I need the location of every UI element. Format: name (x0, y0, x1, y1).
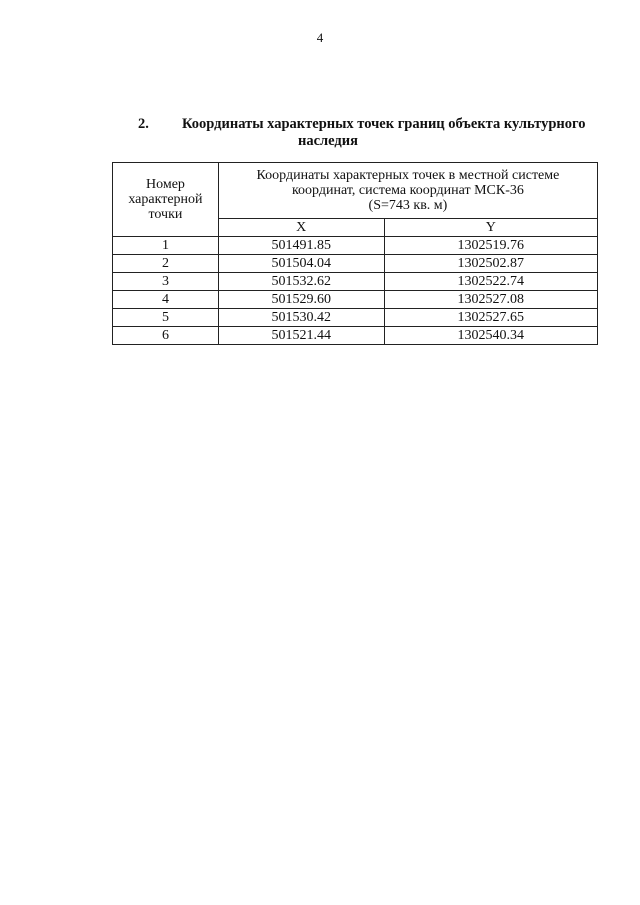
cell-y: 1302527.08 (384, 291, 597, 309)
cell-x: 501504.04 (218, 255, 384, 273)
cell-x: 501529.60 (218, 291, 384, 309)
header-point-number (113, 163, 219, 237)
table-row (113, 291, 598, 309)
table-header-row (113, 163, 598, 219)
cell-x: 501491.85 (218, 237, 384, 255)
section-title-line1: Координаты характерных точек границ объекта культурного (182, 116, 586, 132)
header-coords-line: Координаты характерных точек в местной системе (256, 168, 560, 183)
section-number: 2. (138, 116, 149, 132)
page-number: 4 (316, 30, 324, 45)
cell-y: 1302527.65 (384, 309, 597, 327)
header-coords-line: (S=743 кв. м) (368, 198, 448, 213)
cell-point-number: 1 (113, 237, 219, 255)
cell-y: 1302522.74 (384, 273, 597, 291)
section-title-line2: наследия (298, 133, 358, 149)
cell-x: 501521.44 (218, 327, 384, 345)
cell-y: 1302502.87 (384, 255, 597, 273)
cell-point-number: 3 (113, 273, 219, 291)
table-row (113, 255, 598, 273)
cell-point-number: 4 (113, 291, 219, 309)
cell-y: 1302540.34 (384, 327, 597, 345)
header-x: X (218, 219, 384, 237)
header-coordinates (218, 163, 597, 219)
cell-x: 501532.62 (218, 273, 384, 291)
header-y: Y (384, 219, 597, 237)
table-row (113, 309, 598, 327)
header-coords-line: координат, система координат МСК-36 (291, 183, 524, 198)
table-row (113, 237, 598, 255)
cell-y: 1302519.76 (384, 237, 597, 255)
table-row (113, 327, 598, 345)
coordinates-table (112, 162, 598, 345)
header-point-line: точки (148, 207, 183, 222)
header-point-line: Номер (145, 177, 185, 192)
cell-x: 501530.42 (218, 309, 384, 327)
cell-point-number: 5 (113, 309, 219, 327)
header-point-line: характерной (128, 192, 203, 207)
table-row (113, 273, 598, 291)
cell-point-number: 2 (113, 255, 219, 273)
cell-point-number: 6 (113, 327, 219, 345)
